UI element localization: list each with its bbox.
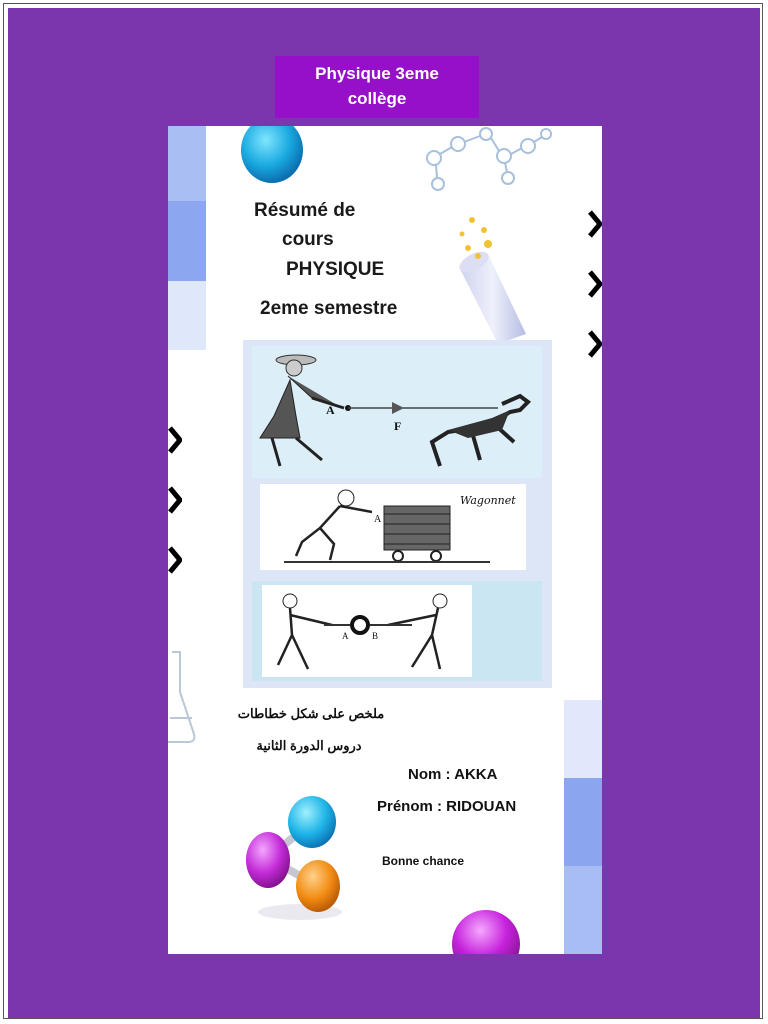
molecule-outline-decoration xyxy=(408,126,558,196)
chevron-marks-left xyxy=(168,422,182,582)
purple-sphere-decoration xyxy=(450,908,522,954)
header-line-1: Physique 3eme xyxy=(315,64,439,83)
point-b-label-tug: B xyxy=(372,631,379,641)
wagon-point-a-label: A xyxy=(374,514,382,525)
title-line-2: cours xyxy=(282,229,334,250)
illustration-tug-of-war xyxy=(252,581,542,681)
arabic-line-2: دروس الدورة الثانية xyxy=(256,738,362,753)
left-stripe-top xyxy=(168,126,206,350)
bonne-chance-text: Bonne chance xyxy=(382,854,465,868)
right-stripe-bottom xyxy=(564,700,602,954)
student-prenom: Prénom : RIDOUAN xyxy=(377,798,517,815)
cyan-sphere-decoration xyxy=(238,126,308,186)
header-line-2: collège xyxy=(347,89,407,108)
semester-title: 2eme semestre xyxy=(260,298,398,319)
molecule-spheres-decoration xyxy=(240,784,350,922)
cover-page xyxy=(168,126,602,954)
force-f-label: F xyxy=(394,419,402,433)
title-line-1: Résumé de xyxy=(254,200,356,221)
point-a-label: A xyxy=(326,403,335,417)
chevron-marks-right xyxy=(588,206,602,366)
header-badge xyxy=(275,56,479,118)
illustration-woman-dog xyxy=(252,346,542,478)
illustration-man-wagon xyxy=(260,484,526,570)
test-tube-decoration xyxy=(448,214,538,344)
flask-outline-decoration xyxy=(168,646,200,750)
tug-of-war-drawing xyxy=(262,585,472,677)
arabic-line-1: ملخص على شكل خطاطات xyxy=(237,706,385,721)
wagonnet-label: Wagonnet xyxy=(460,494,516,507)
student-nom: Nom : AKKA xyxy=(408,766,498,783)
point-a-label-tug: A xyxy=(342,631,349,641)
tug-of-war-inner xyxy=(262,585,472,677)
man-wagon-drawing xyxy=(260,484,526,570)
woman-dog-drawing xyxy=(252,346,542,478)
subject-title: PHYSIQUE xyxy=(286,259,385,280)
